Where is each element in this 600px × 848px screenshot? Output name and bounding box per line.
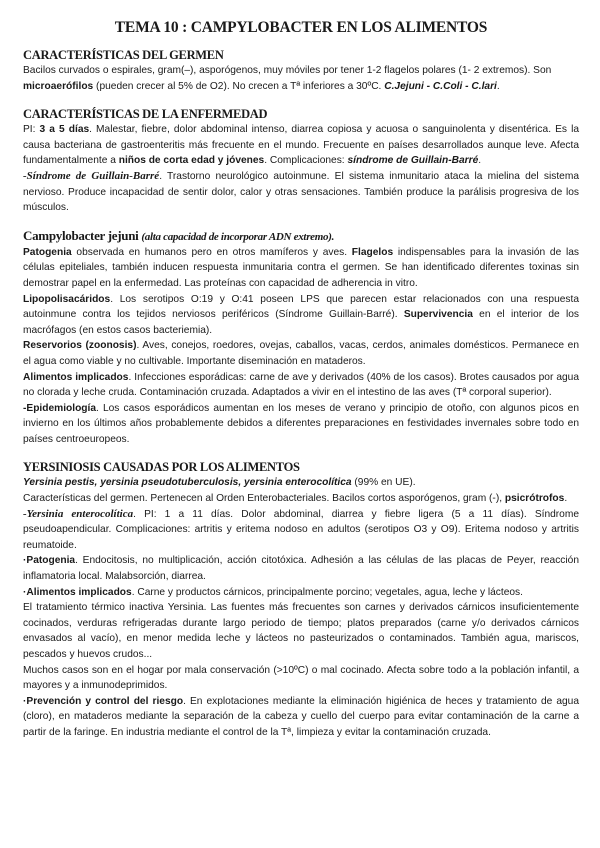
- bold-text: 3 a 5 días: [39, 124, 90, 136]
- bold-text: Patogenia: [23, 246, 72, 258]
- bold-text: Lipopolisacáridos: [23, 293, 111, 305]
- text: indispensables para la invasión de las células epiteliales, también inducen respuesta inmunitaria contra el germen. Se han identificado diferentes toxinas sin demostrar papel en la enfermedad. Las proteínas con capacidad de adherencia in vitro.: [23, 246, 579, 289]
- bold-italic-text: -Yersinia enterocolítica: [23, 507, 134, 520]
- bold-text: ·Patogenia: [23, 555, 76, 567]
- section-campylobacter-jejuni: [23, 228, 579, 448]
- species-text: C.Jejuni - C.Coli - C.lari: [384, 80, 497, 92]
- text: PI:: [23, 124, 40, 136]
- paragraph: [23, 553, 579, 584]
- paragraph: [23, 63, 579, 94]
- section-enfermedad: [23, 106, 579, 216]
- section-germen: [23, 47, 579, 94]
- text: Características del germen. Pertenecen al Orden Enterobacteriales. Bacilos cortos asporógenos, gram (-),: [23, 493, 505, 505]
- paragraph: [23, 401, 579, 448]
- bold-text: ·Prevención y control del riesgo: [23, 695, 184, 707]
- bold-text: psicrótrofos: [504, 493, 565, 505]
- text: (pueden crecer al 5% de O2). No crecen a Tª inferiores a 30ºC.: [93, 80, 385, 92]
- bold-text: ·Alimentos implicados: [23, 586, 132, 598]
- paragraph: [23, 169, 579, 216]
- text: .: [478, 155, 482, 167]
- paragraph: [23, 338, 579, 369]
- paragraph: [23, 475, 579, 491]
- bold-text: Supervivencia: [403, 309, 473, 321]
- paragraph: [23, 245, 579, 292]
- text: . Carne y productos cárnicos, principalmente porcino; vegetales, agua, leche y lácteos.: [131, 586, 523, 598]
- paragraph: [23, 292, 579, 339]
- section-heading: CARACTERÍSTICAS DE LA ENFERMEDAD: [23, 107, 268, 122]
- bold-text: Flagelos: [351, 246, 394, 258]
- text: observada en humanos pero en otros mamíferos y aves.: [71, 246, 352, 258]
- text: . Infecciones esporádicas: carne de ave y derivados (40% de los casos). Brotes causados por agua no clorada y leche cruda. Contaminación cruzada. Adaptados a vivir en el intestino de las aves (Tª corporal superior).: [23, 371, 579, 399]
- paragraph: [23, 585, 579, 601]
- bold-italic-text: Yersinia pestis, yersinia pseudotuberculosis, yersinia enterocolítica: [23, 477, 352, 489]
- text: .: [496, 80, 500, 92]
- text: . Los serotipos O:19 y O:41 poseen LPS que parecen estar relacionados con una respuesta autoinmune contra los tejidos nerviosos periféricos (Síndrome Guillain-Barré).: [23, 293, 579, 321]
- paragraph: [23, 491, 579, 507]
- text: . PI: 1 a 11 días. Dolor abdominal, diarrea y fiebre ligera (5 a 11 días). Síndrome pseudoapendicular. Complicaciones: artritis y eritema nodoso en adultos (serotipos O3 y O9). Eritema nodoso y artritis reumatoide.: [23, 508, 579, 551]
- text: . En explotaciones mediante la eliminación higiénica de heces y tratamiento de agua (cloro), en mataderos mediante la separación de la cabeza y cuello del cuerpo para evitar contaminación de la carne a partir de la faringe. En industria mediante el control de la Tª, limpieza y evitar la contaminación cruzada.: [23, 695, 579, 738]
- text: en el interior de los macrófagos (en estos casos bacteriemia).: [23, 309, 579, 336]
- text: . Malestar, fiebre, dolor abdominal intenso, diarrea copiosa y acuosa o sanguinolenta y disentérica. Es la causa bacteriana de gastroenteritis más frecuente en el mundo. Frecuente en países desarrollados aunque leve. Afecta fundamentalmente a: [23, 124, 579, 167]
- text: .: [564, 493, 568, 505]
- section-heading: YERSINIOSIS CAUSADAS POR LOS ALIMENTOS: [23, 460, 300, 475]
- text: . Endocitosis, no multiplicación, acción citotóxica. Adhesión a las células de las placas de Peyer, reacción inflamatoria local. Malabsorción, diarrea.: [23, 555, 579, 583]
- section-yersiniosis: [23, 459, 579, 740]
- text: . Los casos esporádicos aumentan en los meses de verano y principio de otoño, con algunos picos en invierno en los últimos años probablemente debidos a diferentes preparaciones en festividades invernales sobre todo en países centroeuropeos.: [23, 402, 579, 445]
- paragraph: El tratamiento térmico inactiva Yersinia. Las fuentes más frecuentes son carnes y derivados cárnicos insuficientemente cocinados, verduras refrigeradas durante largo periodo de tiempo; platos preparados (carne y/o derivados cárnicos envasados al vacío), en menor medida leche y lácteos no pasteurizados o contaminados. También agua, mariscos, pescados y huevos crudos...: [23, 602, 579, 660]
- text: Bacilos curvados o espirales, gram(–), asporógenos, muy móviles por tener 1-2 flagelos polares (1- 2 extremos). Son: [23, 65, 552, 76]
- text: . Aves, conejos, roedores, ovejas, caballos, vacas, cerdos, animales domésticos. Permanece en el agua como viable y no cultivable. Importante diseminación en mataderos.: [23, 340, 579, 367]
- paragraph: [23, 370, 579, 401]
- bold-text: -Epidemiología: [23, 402, 97, 414]
- paragraph: [23, 122, 579, 169]
- bold-text: Reservorios (zoonosis): [23, 340, 137, 352]
- paragraph: Muchos casos son en el hogar por mala conservación (>10ºC) o mal cocinado. Afecta sobre todo a la población infantil, a mayores y a inmunodeprimidos.: [23, 664, 579, 692]
- paragraph: [23, 694, 579, 741]
- section-heading: [23, 228, 579, 245]
- bold-text: niños de corta edad y jóvenes: [118, 155, 265, 167]
- bold-italic-text: síndrome de Guillain-Barré: [347, 155, 479, 167]
- section-heading: CARACTERÍSTICAS DEL GERMEN: [23, 48, 224, 62]
- page-title: TEMA 10 : CAMPYLOBACTER EN LOS ALIMENTOS: [114, 19, 488, 36]
- paragraph: [23, 507, 579, 554]
- text: (99% en UE).: [351, 477, 416, 489]
- bold-italic-text: -Síndrome de Guillain-Barré: [23, 169, 160, 182]
- text: . Trastorno neurológico autoinmune. El sistema inmunitario ataca la mielina del sistema nervioso. Produce incapacidad de sentir dolor, calor y otras sensaciones. También produce la parálisis progresiva de los músculos.: [23, 170, 580, 214]
- bold-text: microaerófilos: [23, 80, 94, 92]
- bold-text: Alimentos implicados: [23, 371, 129, 383]
- heading-text: Campylobacter jejuni: [23, 227, 139, 243]
- document-page: [23, 18, 579, 753]
- text: . Complicaciones:: [264, 155, 348, 167]
- heading-note: (alta capacidad de incorporar ADN extremo).: [141, 230, 335, 243]
